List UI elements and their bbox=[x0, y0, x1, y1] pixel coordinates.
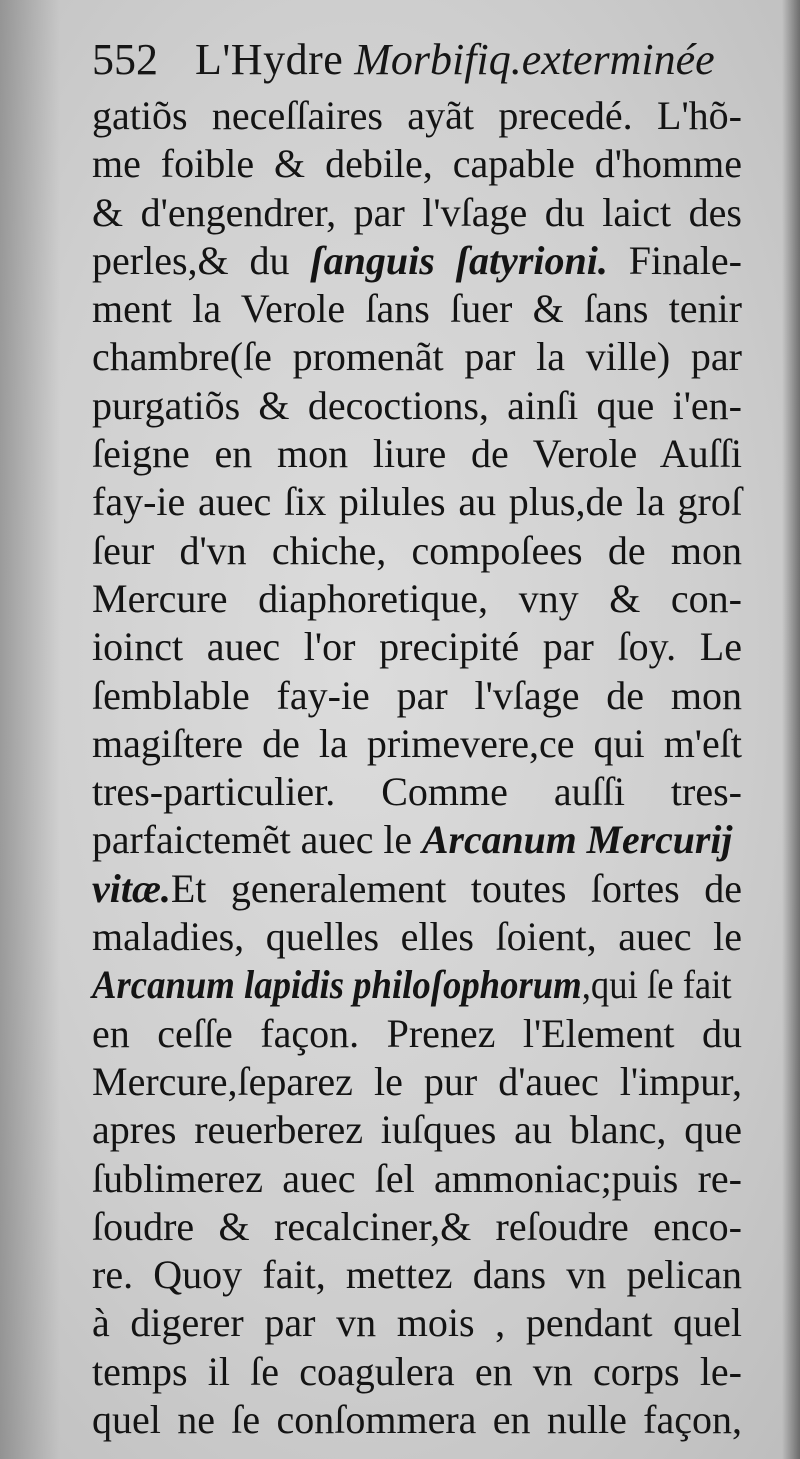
text-line bbox=[92, 1396, 742, 1444]
line-text: Mercure,ſeparez le pur d'auec l'impur, bbox=[92, 1058, 742, 1104]
text-line bbox=[92, 961, 732, 1009]
text-line bbox=[92, 720, 742, 768]
text-line bbox=[92, 623, 742, 671]
text-line bbox=[92, 672, 742, 720]
text-line bbox=[92, 527, 742, 575]
text-line bbox=[92, 333, 742, 381]
line-text: maladies, quelles elles ſoient, auec le bbox=[92, 914, 742, 960]
text-line bbox=[92, 575, 742, 623]
line-text: re. Quoy fait, mettez dans vn pelican bbox=[92, 1252, 742, 1298]
line-text: me foible & debile, capable d'homme bbox=[92, 141, 742, 187]
line-text: tres-particulier. Comme auſſi tres- bbox=[92, 769, 742, 815]
text-line bbox=[92, 285, 742, 333]
line-trailing-text: ,qui ſe fait bbox=[581, 962, 732, 1008]
line-text: perles,& du bbox=[92, 237, 311, 283]
line-text: gatiõs neceſſaires ayãt precedé. L'hõ- bbox=[92, 93, 742, 138]
text-line bbox=[92, 382, 742, 430]
text-line bbox=[92, 913, 742, 961]
text-line bbox=[92, 768, 742, 816]
line-text: ſeur d'vn chiche, compoſees de mon bbox=[92, 527, 742, 573]
line-italic-text: Arcanum lapidis philoſophorum bbox=[92, 962, 582, 1008]
line-trailing-text: Et generalement toutes ſortes de bbox=[170, 865, 742, 911]
page-number: 552 bbox=[92, 35, 158, 84]
line-text: ſemblable fay-ie par l'vſage de mon bbox=[92, 672, 742, 718]
page-edge-shadow bbox=[782, 0, 800, 1459]
text-line bbox=[92, 1348, 742, 1396]
text-line bbox=[92, 1299, 742, 1347]
text-line bbox=[92, 1251, 742, 1299]
text-line bbox=[92, 865, 742, 913]
text-line bbox=[92, 237, 742, 285]
running-title: L'Hydre bbox=[195, 35, 344, 84]
text-line bbox=[92, 1106, 742, 1154]
text-line bbox=[92, 1155, 742, 1203]
line-text: magiſtere de la primevere,ce qui m'eſt bbox=[92, 720, 742, 766]
line-text: parfaictemẽt auec le bbox=[92, 817, 423, 863]
body-text bbox=[92, 92, 742, 1444]
line-italic-text: Arcanum Mercurij bbox=[422, 817, 733, 863]
line-text: ſoudre & recalciner,& reſoudre enco- bbox=[92, 1203, 742, 1249]
text-line bbox=[92, 140, 742, 188]
line-text: ioinct auec l'or precipité par ſoy. Le bbox=[92, 624, 742, 670]
line-text: Mercure diaphoretique, vny & con- bbox=[92, 575, 742, 621]
text-line bbox=[92, 1203, 742, 1251]
line-text: ſublimerez auec ſel ammoniac;puis re- bbox=[92, 1155, 742, 1201]
line-text: & d'engendrer, par l'vſage du laict des bbox=[92, 189, 742, 235]
text-line bbox=[92, 189, 742, 237]
line-text: ment la Verole ſans ſuer & ſans tenir bbox=[92, 286, 742, 332]
text-line bbox=[92, 816, 738, 864]
running-title-italic: Morbifiq.exterminée bbox=[354, 35, 715, 84]
line-italic-text: ſanguis ſatyrioni. bbox=[310, 237, 608, 283]
line-text: chambre(ſe promenãt par la ville) par bbox=[92, 334, 742, 380]
text-line bbox=[92, 478, 742, 526]
line-text: en ceſſe façon. Prenez l'Element du bbox=[92, 1010, 742, 1056]
line-text: temps il ſe coagulera en vn corps le- bbox=[92, 1348, 742, 1394]
line-italic-text: vitæ. bbox=[92, 865, 171, 911]
line-text: purgatiõs & decoctions, ainſi que i'en- bbox=[92, 382, 742, 428]
text-line bbox=[92, 1010, 742, 1058]
running-header bbox=[92, 34, 742, 94]
line-text: quel ne ſe conſommera en nulle façon, bbox=[92, 1397, 742, 1443]
line-trailing-text: Finale- bbox=[607, 237, 742, 283]
gutter-shadow bbox=[0, 0, 60, 1459]
text-line bbox=[92, 430, 742, 478]
text-line bbox=[92, 92, 742, 140]
line-text: fay-ie auec ſix pilules au plus,de la groſ bbox=[92, 479, 742, 525]
line-text: ſeigne en mon liure de Verole Auſſi bbox=[92, 431, 742, 477]
line-text: à digerer par vn mois , pendant quel bbox=[92, 1300, 742, 1346]
text-line bbox=[92, 1058, 742, 1106]
line-text: apres reuerberez iuſques au blanc, que bbox=[92, 1107, 742, 1153]
